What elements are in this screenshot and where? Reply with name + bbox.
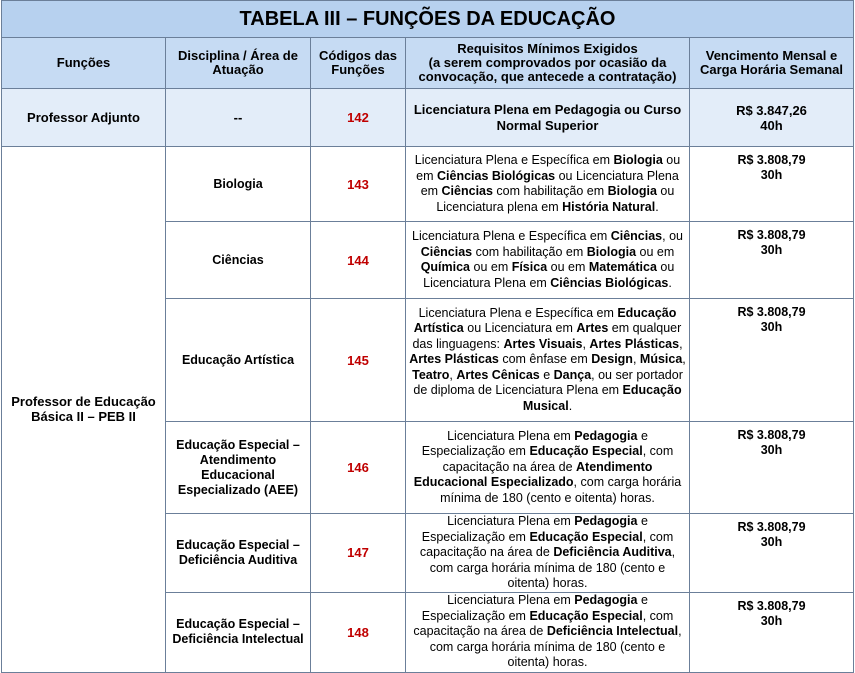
codigo-cell: 144: [311, 222, 406, 299]
vencimento-cell: [690, 147, 854, 222]
disciplina-cell: Biologia: [166, 147, 311, 222]
requisito-text: Matemática: [588, 260, 657, 274]
salario-value: R$ 3.847,26: [736, 102, 807, 118]
requisito-text: Deficiência Auditiva: [553, 545, 672, 559]
header-requisitos-note: (a serem comprovados por ocasião da convocação, que antecede a contratação): [418, 55, 677, 84]
requisito-text: ou em: [416, 153, 681, 183]
requisito-text: Licenciatura Plena em Pedagogia ou Curso Normal Superior: [413, 102, 682, 133]
vencimento-cell: [690, 299, 854, 422]
requisitos-cell: [406, 147, 690, 222]
requisito-text: Educação Especial: [529, 608, 643, 623]
requisito-text: , com carga horária mínima de 180 (cento e oitenta) horas.: [440, 475, 682, 505]
carga-value: 40h: [760, 117, 783, 133]
requisito-text: ,: [449, 367, 457, 382]
header-disciplina: Disciplina / Área de Atuação: [166, 38, 311, 89]
requisito-text: com habilitação em: [492, 184, 608, 198]
requisito-text: em qualquer das linguagens:: [412, 321, 682, 351]
requisito-text: Licenciatura Plena em: [447, 514, 575, 528]
disciplina-cell: Ciências: [166, 222, 311, 299]
disciplina-cell: --: [166, 89, 311, 147]
requisito-text: ,: [632, 352, 640, 367]
vencimento-cell: [690, 592, 854, 672]
carga-value: 30h: [760, 168, 783, 182]
codigo-cell: 143: [311, 147, 406, 222]
requisito-text: .: [668, 275, 672, 290]
requisitos-cell: [406, 89, 690, 147]
requisito-text: Ciências Biológicas: [550, 275, 669, 290]
requisito-text: .: [655, 199, 659, 214]
requisito-text: Licenciatura Plena em: [447, 428, 575, 443]
requisito-text: , com capacitação na área de: [442, 444, 674, 474]
requisito-text: Teatro: [412, 367, 450, 382]
requisito-text: ,: [682, 352, 686, 367]
requisito-text: com habilitação em: [472, 244, 587, 259]
requisito-text: Música: [639, 352, 683, 367]
requisito-text: Artes Plásticas: [409, 352, 499, 367]
requisitos-cell: [406, 299, 690, 422]
requisito-text: Física: [511, 260, 548, 274]
funcao-cell: Professor Adjunto: [2, 89, 166, 147]
requisito-text: ou Licenciatura Plena em: [423, 260, 675, 290]
requisito-text: ,: [582, 336, 590, 351]
salario-value: R$ 3.808,79: [737, 228, 806, 242]
requisito-text: Artes: [576, 321, 609, 336]
requisito-text: Pedagogia: [574, 428, 638, 443]
funcoes-table: [1, 0, 854, 673]
disciplina-cell: Educação Especial – Deficiência Intelectual: [166, 592, 311, 672]
requisito-text: Ciências: [441, 184, 493, 198]
requisito-text: Licenciatura Plena e Específica em: [414, 153, 614, 167]
requisito-text: Artes Cênicas: [456, 367, 540, 382]
funcao-cell: Professor de Educação Básica II – PEB II: [2, 147, 166, 673]
requisito-text: , com capacitação na área de: [419, 529, 674, 559]
carga-value: 30h: [760, 535, 783, 549]
requisito-text: ou Licenciatura em: [463, 321, 577, 336]
requisito-text: com ênfase em: [498, 352, 592, 367]
requisito-text: ou em: [547, 260, 589, 274]
requisito-text: Deficiência Intelectual: [546, 624, 679, 639]
requisito-text: Educação Musical: [522, 383, 682, 413]
requisito-text: e Especialização em: [421, 514, 648, 544]
requisito-text: Artes Plásticas: [589, 336, 680, 351]
table-row: [2, 147, 854, 222]
requisito-text: Licenciatura Plena em: [447, 593, 575, 608]
requisito-text: .: [568, 398, 573, 413]
requisito-text: Biologia: [613, 153, 663, 167]
codigo-cell: 148: [311, 592, 406, 672]
codigo-cell: 147: [311, 514, 406, 593]
salario-value: R$ 3.808,79: [737, 598, 806, 613]
requisito-text: , com carga horária mínima de 180 (cento e oitenta) horas.: [429, 545, 676, 590]
requisito-text: Biologia: [586, 244, 637, 259]
header-codigos: Códigos das Funções: [311, 38, 406, 89]
requisito-text: Educação Especial: [529, 529, 643, 544]
requisito-text: Ciências: [610, 229, 663, 243]
carga-value: 30h: [760, 443, 783, 457]
table-title: TABELA III – FUNÇÕES DA EDUCAÇÃO: [2, 1, 854, 38]
requisito-text: , ou: [662, 229, 683, 243]
requisitos-cell: [406, 222, 690, 299]
requisito-text: ou em: [636, 244, 675, 259]
vencimento-cell: [690, 422, 854, 514]
requisito-text: e: [539, 367, 554, 382]
requisito-text: e Especialização em: [421, 593, 648, 623]
vencimento-cell: [690, 222, 854, 299]
disciplina-cell: Educação Especial – Deficiência Auditiva: [166, 514, 311, 593]
header-requisitos: [406, 38, 690, 89]
requisito-text: Pedagogia: [574, 593, 638, 608]
header-funcoes: Funções: [2, 38, 166, 89]
requisitos-cell: [406, 592, 690, 672]
requisito-text: , com carga horária mínima de 180 (cento e oitenta) horas.: [429, 624, 682, 670]
requisito-text: ,: [679, 336, 683, 351]
requisito-text: Licenciatura Plena e Específica em: [412, 229, 611, 243]
requisito-text: , com capacitação na área de: [413, 608, 674, 639]
requisito-text: Pedagogia: [574, 514, 638, 528]
requisito-text: Atendimento Educacional Especializado: [413, 459, 653, 490]
requisito-text: ou em: [470, 260, 512, 274]
requisito-text: Educação Artística: [413, 305, 677, 336]
disciplina-cell: Educação Artística: [166, 299, 311, 422]
requisito-text: Design: [591, 352, 633, 367]
codigo-cell: 142: [311, 89, 406, 147]
requisito-text: Licenciatura Plena e Específica em: [418, 305, 618, 320]
disciplina-cell: Educação Especial – Atendimento Educacional Especializado (AEE): [166, 422, 311, 514]
salario-value: R$ 3.808,79: [737, 305, 806, 319]
requisito-text: Ciências: [420, 244, 473, 259]
requisito-text: ou Licenciatura Plena em: [420, 168, 679, 198]
salario-value: R$ 3.808,79: [737, 520, 806, 534]
requisitos-cell: [406, 514, 690, 593]
requisito-text: Artes Visuais: [503, 336, 583, 351]
requisito-text: e Especialização em: [421, 428, 648, 459]
salario-value: R$ 3.808,79: [737, 153, 806, 167]
vencimento-cell: [690, 514, 854, 593]
header-vencimento: Vencimento Mensal e Carga Horária Semanal: [690, 38, 854, 89]
carga-value: 30h: [760, 320, 783, 334]
carga-value: 30h: [760, 613, 783, 628]
vencimento-cell: [690, 89, 854, 147]
requisitos-cell: [406, 422, 690, 514]
requisito-text: História Natural: [562, 199, 656, 214]
requisito-text: Educação Especial: [529, 444, 643, 459]
table-row: [2, 89, 854, 147]
requisito-text: Química: [420, 260, 471, 274]
requisito-text: ou Licenciatura plena em: [436, 184, 675, 214]
header-requisitos-title: Requisitos Mínimos Exigidos: [457, 41, 638, 56]
salario-value: R$ 3.808,79: [737, 428, 806, 442]
requisito-text: Dança: [553, 367, 592, 382]
codigo-cell: 145: [311, 299, 406, 422]
carga-value: 30h: [760, 243, 783, 257]
requisito-text: Biologia: [607, 184, 657, 198]
codigo-cell: 146: [311, 422, 406, 514]
requisito-text: Ciências Biológicas: [437, 168, 556, 183]
requisito-text: , ou ser portador de diploma de Licenciatura Plena em: [413, 367, 683, 398]
